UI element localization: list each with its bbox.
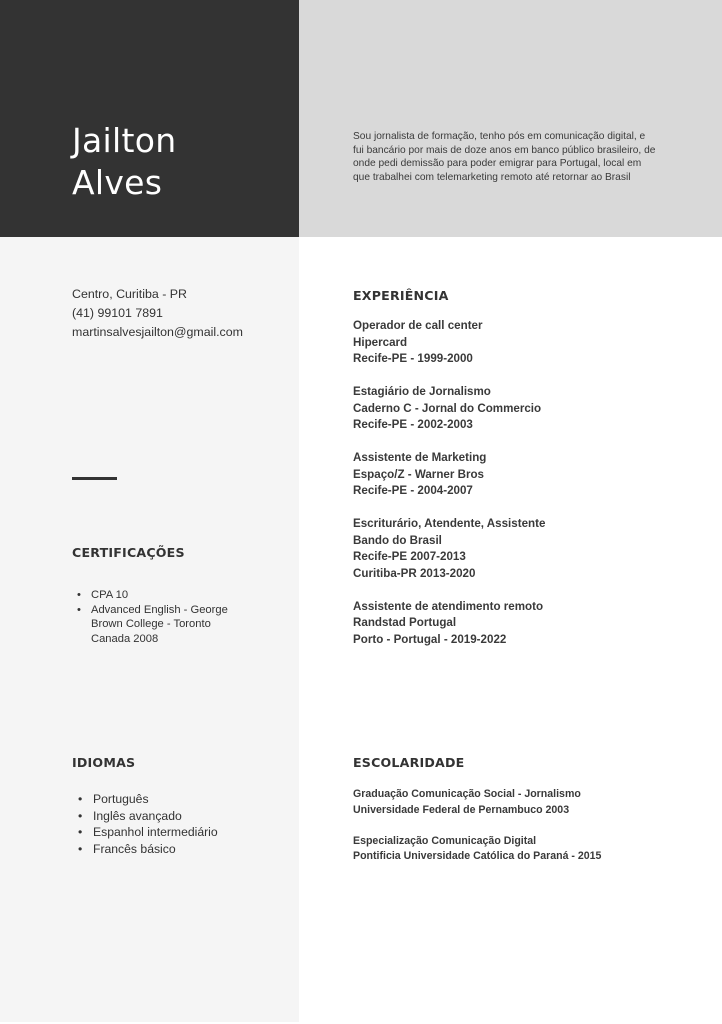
education-title: ESCOLARIDADE bbox=[353, 755, 465, 770]
contact-address: Centro, Curitiba - PR bbox=[72, 287, 187, 301]
contact-info bbox=[72, 285, 243, 342]
contact-phone: (41) 99101 7891 bbox=[72, 306, 163, 320]
job-entry bbox=[353, 384, 683, 434]
job-company: Caderno C - Jornal do Commercio bbox=[353, 401, 542, 415]
job-location-dates: Recife-PE - 1999-2000 bbox=[353, 352, 473, 365]
first-name: Jailton bbox=[72, 121, 177, 160]
list-item: • Inglês avançado bbox=[72, 808, 272, 825]
course-name: Especialização Comunicação Digital bbox=[353, 834, 537, 847]
certifications-list bbox=[72, 588, 252, 646]
course-institution: Universidade Federal de Pernambuco 2003 bbox=[353, 803, 570, 816]
job-location-dates: Recife-PE - 2004-2007 bbox=[353, 484, 473, 497]
list-item: • Advanced English - George Brown College - Toronto Canada 2008 bbox=[72, 603, 252, 647]
job-location-dates: Porto - Portugal - 2019-2022 bbox=[353, 632, 507, 646]
job-company: Bando do Brasil bbox=[353, 533, 442, 547]
last-name: Alves bbox=[72, 163, 163, 202]
job-role: Assistente de atendimento remoto bbox=[353, 599, 544, 613]
contact-email: martinsalvesjailton@gmail.com bbox=[72, 325, 243, 339]
job-entry bbox=[353, 599, 683, 649]
job-company: Randstad Portugal bbox=[353, 616, 457, 629]
experience-list bbox=[353, 318, 683, 665]
section-divider bbox=[72, 477, 117, 480]
job-company: Espaço/Z - Warner Bros bbox=[353, 467, 484, 481]
job-company: Hipercard bbox=[353, 335, 408, 349]
list-item: • Francês básico bbox=[72, 841, 272, 858]
languages-title: IDIOMAS bbox=[72, 755, 136, 770]
languages-list bbox=[72, 791, 272, 857]
education-entry bbox=[353, 834, 693, 866]
course-name: Graduação Comunicação Social - Jornalismo bbox=[353, 788, 581, 800]
job-entry bbox=[353, 516, 683, 582]
job-location-dates: Recife-PE 2007-2013 bbox=[353, 550, 466, 563]
list-item: • CPA 10 bbox=[72, 588, 252, 603]
job-role: Assistente de Marketing bbox=[353, 451, 487, 464]
education-list bbox=[353, 787, 693, 880]
list-item: • Português bbox=[72, 791, 272, 808]
header-summary-panel bbox=[299, 0, 722, 237]
job-entry bbox=[353, 450, 683, 500]
candidate-name bbox=[72, 120, 176, 204]
profile-summary: Sou jornalista de formação, tenho pós em comunicação digital, e fui bancário por mais de doze anos em banco público brasileiro, de onde pedi demissão para poder emigrar para Portugal, local em que trabalhei com telemarketing remoto até retornar ao Brasil bbox=[353, 131, 656, 184]
job-entry bbox=[353, 318, 683, 368]
job-role: Escriturário, Atendente, Assistente bbox=[353, 517, 546, 530]
job-role: Operador de call center bbox=[353, 319, 483, 332]
course-institution: Pontificia Universidade Católica do Paraná - 2015 bbox=[353, 850, 602, 863]
job-role: Estagiário de Jornalismo bbox=[353, 385, 491, 398]
job-location-dates: Curitiba-PR 2013-2020 bbox=[353, 566, 476, 580]
experience-title: EXPERIÊNCIA bbox=[353, 288, 449, 303]
list-item: • Espanhol intermediário bbox=[72, 824, 272, 841]
education-entry bbox=[353, 787, 693, 819]
job-location-dates: Recife-PE - 2002-2003 bbox=[353, 418, 473, 431]
certifications-title: CERTIFICAÇÕES bbox=[72, 545, 185, 560]
